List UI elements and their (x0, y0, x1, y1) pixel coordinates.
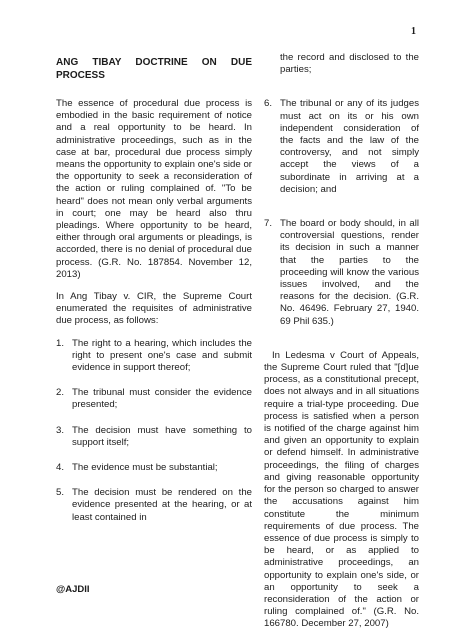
list-item-text: The tribunal must consider the evidence presented; (72, 387, 252, 411)
list-item-text: The right to a hearing, which includes the right to present one's case and submit evidence in support thereof; (72, 337, 252, 374)
list-item-text: The tribunal or any of its judges must act on its or his own independent consideration of the facts and the law of the controversy, and not simply accept the views of a subordinate in arriving at a decision; and (280, 98, 419, 195)
list-item-number: 4. (56, 462, 65, 474)
requisites-list (56, 338, 252, 524)
list-item-number: 5. (56, 487, 65, 499)
list-item-number: 2. (56, 387, 65, 399)
list-item-number: 3. (56, 424, 65, 436)
ang-tibay-paragraph: In Ang Tibay v. CIR, the Supreme Court enumerated the requisites of administrative due process, as follows: (56, 291, 252, 327)
list-item (264, 98, 419, 196)
document-title: ANG TIBAY DOCTRINE ON DUE PROCESS (56, 57, 252, 81)
list-item-number: 7. (264, 218, 273, 230)
left-column (56, 52, 252, 524)
ledesma-paragraph: In Ledesma v Court of Appeals, the Supreme Court ruled that "[d]ue process, as a constitutional precept, does not always and in all situations require a trial-type proceeding. Due process is satisfied when a person is notified of the charge against him and given an opportunity to explain or defend himself. In administrative proceedings, the filing of charges and giving reasonable opportunity for the person so charged to answer the accusations against him constitute the minimum requirements of due process. The essence of due process is simply to be heard, or as applied to administrative proceedings, an opportunity to explain one's side, or an opportunity to seek a reconsideration of the action or ruling complained of." (G.R. No. 166780. December 27, 2007) (264, 349, 419, 630)
list-item-number: 6. (264, 98, 273, 110)
list-item-text: the record and disclosed to the parties; (280, 52, 419, 76)
list-item (264, 218, 419, 328)
intro-paragraph: The essence of procedural due process is embodied in the basic requirement of notice and a real opportunity to be heard. In administrative proceedings, such as in the case at bar, procedural due process simply means the opportunity to explain one's side or the opportunity to seek a reconsideration of the action or ruling complained of. "To be heard" does not mean only verbal arguments in court; one may be heard also thru pleadings. Where opportunity to be heard, either through oral arguments or pleadings, is accorded, there is no denial of procedural due process. (G.R. No. 187854. November 12, 2013) (56, 98, 252, 280)
footer-signature: @AJDII (56, 584, 90, 595)
list-item-text: The evidence must be substantial; (72, 462, 218, 474)
right-column (264, 52, 419, 641)
list-item-number: 1. (56, 337, 65, 349)
page-number: 1 (411, 26, 416, 37)
list-item (56, 462, 252, 474)
list-item-text: The decision must be rendered on the evidence presented at the hearing, or at least contained in (72, 487, 252, 523)
list-item-continuation (264, 52, 419, 76)
list-item (56, 387, 252, 411)
list-item-text: The decision must have something to support itself; (72, 424, 252, 448)
list-item-text: The board or body should, in all controversial questions, render its decision in such a manner that the parties to the proceeding will know the various issues involved, and the reasons for the decision. (G.R. No. 46496. February 27, 1940. 69 Phil 635.) (280, 218, 419, 327)
list-item (56, 487, 252, 524)
list-item (56, 425, 252, 449)
list-item (56, 338, 252, 375)
requisites-list-continued (264, 52, 419, 328)
